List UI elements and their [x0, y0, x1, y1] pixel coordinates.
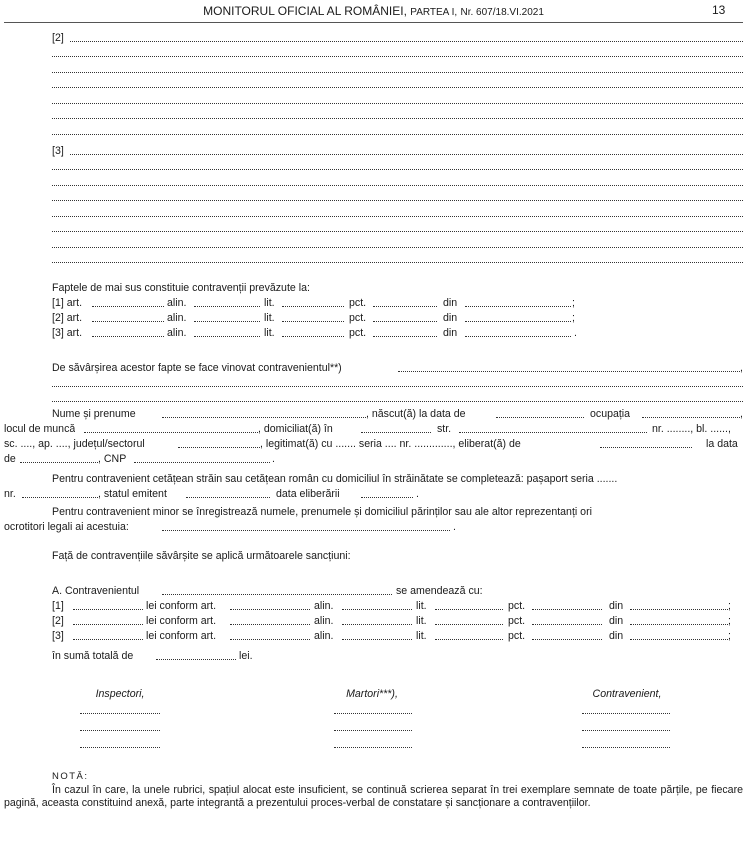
cnp-field[interactable]	[134, 462, 270, 463]
din-label: din	[443, 312, 458, 324]
din-field[interactable]	[630, 624, 728, 625]
county-field[interactable]	[178, 447, 260, 448]
din-label: din	[609, 630, 624, 642]
lit-field[interactable]	[282, 321, 344, 322]
row-end: ;	[572, 297, 575, 309]
date-label: la data	[706, 438, 738, 450]
din-field[interactable]	[465, 306, 571, 307]
article-field[interactable]	[92, 321, 164, 322]
fill-line[interactable]	[52, 56, 743, 57]
block-3-label: [3]	[52, 145, 64, 157]
fill-line[interactable]	[52, 386, 743, 387]
din-field[interactable]	[465, 321, 571, 322]
fill-line[interactable]	[70, 41, 743, 42]
minor-text: Pentru contravenient minor se înregistrează numele, prenumele și domiciliul părinților sau ale altor reprezentanți ori	[52, 506, 592, 518]
article-field[interactable]	[92, 306, 164, 307]
total-label: în sumă totală de	[52, 650, 134, 662]
alin-field[interactable]	[342, 639, 412, 640]
alin-field[interactable]	[342, 624, 412, 625]
lit-label: lit.	[416, 615, 427, 627]
domicile-field[interactable]	[361, 432, 431, 433]
fine-offender-field[interactable]	[162, 594, 392, 595]
pct-label: pct.	[349, 327, 367, 339]
passport-nr-label: nr.	[4, 488, 16, 500]
article-field[interactable]	[92, 336, 164, 337]
workplace-label: locul de muncă	[4, 423, 76, 435]
domicile-label: , domiciliat(ă) în	[258, 423, 333, 435]
number-block-label: nr. ........, bl. ......,	[652, 423, 731, 435]
pct-field[interactable]	[373, 336, 437, 337]
din-label: din	[609, 600, 624, 612]
alin-label: alin.	[167, 312, 187, 324]
lit-label: lit.	[264, 327, 275, 339]
occupation-field[interactable]	[642, 417, 740, 418]
inspector-signature-line[interactable]	[80, 747, 160, 748]
lit-label: lit.	[416, 630, 427, 642]
issue-date-label: data eliberării	[276, 488, 340, 500]
alin-field[interactable]	[194, 306, 260, 307]
pct-field[interactable]	[373, 321, 437, 322]
fill-line[interactable]	[52, 200, 743, 201]
fill-line[interactable]	[70, 154, 743, 155]
fill-line[interactable]	[52, 262, 743, 263]
facts-intro: Faptele de mai sus constituie contravenții prevăzute la:	[52, 282, 310, 294]
row-end: .	[574, 327, 577, 339]
street-label: str.	[437, 423, 452, 435]
id-doc-label: , legitimat(ă) cu ....... seria .... nr. ............., eliberat(ă) de	[260, 438, 521, 450]
name-label: Nume și prenume	[52, 408, 136, 420]
page-number: 13	[712, 3, 726, 17]
facts-row-1-label: [1] art.	[52, 297, 83, 309]
pct-field[interactable]	[532, 609, 602, 610]
fill-line[interactable]	[52, 216, 743, 217]
amount-field[interactable]	[73, 624, 143, 625]
pct-label: pct.	[508, 600, 526, 612]
block-2-label: [2]	[52, 32, 64, 44]
fill-line[interactable]	[52, 134, 743, 135]
workplace-field[interactable]	[84, 432, 258, 433]
guardians-field[interactable]	[162, 530, 450, 531]
fill-line[interactable]	[52, 231, 743, 232]
issuer-field[interactable]	[600, 447, 692, 448]
lit-field[interactable]	[435, 639, 503, 640]
issuing-state-field[interactable]	[186, 497, 270, 498]
birthdate-field[interactable]	[496, 417, 584, 418]
date-prefix: de	[4, 453, 16, 465]
pct-field[interactable]	[532, 639, 602, 640]
fill-line[interactable]	[52, 72, 743, 73]
guilty-label: De săvârșirea acestor fapte se face vinovat contravenientul**)	[52, 362, 342, 374]
sanctions-intro: Față de contravențiile săvârșite se aplică următoarele sancțiuni:	[52, 550, 351, 562]
issuing-state-label: , statul emitent	[98, 488, 167, 500]
witness-signature-line[interactable]	[334, 747, 412, 748]
passport-nr-field[interactable]	[22, 497, 98, 498]
amount-field[interactable]	[73, 639, 143, 640]
pct-field[interactable]	[373, 306, 437, 307]
alin-label: alin.	[314, 615, 334, 627]
din-label: din	[443, 297, 458, 309]
alin-label: alin.	[314, 630, 334, 642]
pct-label: pct.	[349, 312, 367, 324]
journal-issue: Nr. 607/18.VI.2021	[460, 7, 544, 18]
offender-signature-line[interactable]	[582, 747, 670, 748]
fine-row-2-label: [2]	[52, 615, 64, 627]
birthdate-label: , născut(ă) la data de	[366, 408, 466, 420]
facts-row-2-label: [2] art.	[52, 312, 83, 324]
alin-label: alin.	[167, 297, 187, 309]
page-header	[0, 4, 747, 20]
journal-part: PARTEA I,	[410, 7, 458, 18]
lit-label: lit.	[264, 312, 275, 324]
article-field[interactable]	[230, 624, 310, 625]
lei-total-label: lei.	[239, 650, 253, 662]
offender-signature-line[interactable]	[582, 713, 670, 714]
street-field[interactable]	[459, 432, 647, 433]
lit-label: lit.	[416, 600, 427, 612]
fine-row-3-label: [3]	[52, 630, 64, 642]
document-page: MONITORUL OFICIAL AL ROMÂNIEI, PARTEA I, Nr. 607/18.VI.2021 13 [2] [3] Faptele de mai sus constituie contravenții prevăzute la: [1] art. alin. lit. pct. din ; [2] art. alin. lit. pct. din ; [3] art. alin. lit. pct. din . De săvârșirea acestor fapte se face vinovat contravenientul**) , Nume și prenume , născut(ă) la data de ocupația , locul de muncă , domiciliat(ă) în str. nr. ........, bl. ......, sc. ...., ap. ...., județul/sectorul , legitimat(ă) cu ....... seria .... nr. ............., eliberat(ă) de la data de , CNP . Pentru contravenient cetățean străin sau cetățean român cu domiciliul în străinătate se completează: pașaport seria ....... nr. , statul emitent data eliberării . Pentru contravenient minor se înregistrează numele, prenumele și domiciliul părinților sau ale altor reprezentanți ori ocrotitori legali ai acestuia: . Față de contravențiile săvârșite se aplică următoarele sancțiuni: A. Contravenientul se amendează cu: [1] lei conform art. alin. lit. pct. din ; [2] lei conform art. alin. lit. pct. din ; [3] lei conform art. alin. lit. pct. din ; în sumă totală de lei. Inspectori, Martori***), Contravenient, NOTĂ: În cazul în care, la unele rubrici, spațiul alocat este insuficient, se continuă scrierea separat în trei exemplare semnate de toate părțile, pe fiecare pagină, aceasta constituind anexă, parte integrantă a prezentului proces-verbal de constatare și sancționare a contravențiilor.	[0, 0, 747, 844]
journal-title	[0, 5, 747, 19]
article-field[interactable]	[230, 639, 310, 640]
offender-label: Contravenient,	[592, 688, 662, 700]
fine-label: se amendează cu:	[396, 585, 483, 597]
pct-label: pct.	[508, 630, 526, 642]
article-field[interactable]	[230, 609, 310, 610]
name-field[interactable]	[162, 417, 366, 418]
lit-field[interactable]	[282, 336, 344, 337]
comma: ,	[740, 362, 743, 374]
note-title: NOTĂ:	[52, 771, 89, 782]
journal-name: MONITORUL OFICIAL AL ROMÂNIEI,	[203, 4, 407, 18]
witnesses-label: Martori***),	[346, 688, 398, 700]
foreign-date-field[interactable]	[361, 497, 413, 498]
lit-field[interactable]	[282, 306, 344, 307]
witness-signature-line[interactable]	[334, 730, 412, 731]
witness-signature-line[interactable]	[334, 713, 412, 714]
pct-label: pct.	[349, 297, 367, 309]
fill-line[interactable]	[52, 87, 743, 88]
fill-line[interactable]	[52, 247, 743, 248]
offender-signature-line[interactable]	[582, 730, 670, 731]
lit-field[interactable]	[435, 609, 503, 610]
lei-label: lei conform art.	[146, 630, 217, 642]
inspector-signature-line[interactable]	[80, 730, 160, 731]
din-field[interactable]	[465, 336, 571, 337]
header-rule	[4, 22, 743, 23]
fill-line[interactable]	[52, 185, 743, 186]
lit-field[interactable]	[435, 624, 503, 625]
din-label: din	[609, 615, 624, 627]
cnp-label: , CNP	[98, 453, 127, 465]
din-label: din	[443, 327, 458, 339]
din-field[interactable]	[630, 609, 728, 610]
alin-label: alin.	[314, 600, 334, 612]
fine-offender-label: A. Contravenientul	[52, 585, 140, 597]
alin-label: alin.	[167, 327, 187, 339]
amount-field[interactable]	[73, 609, 143, 610]
alin-field[interactable]	[194, 336, 260, 337]
fill-line[interactable]	[52, 401, 743, 402]
minor-guardians-label: ocrotitori legali ai acestuia:	[4, 521, 129, 533]
fill-line[interactable]	[52, 103, 743, 104]
occupation-label: ocupația	[590, 408, 631, 420]
lit-label: lit.	[264, 297, 275, 309]
row-end: ;	[572, 312, 575, 324]
din-field[interactable]	[630, 639, 728, 640]
fine-row-1-label: [1]	[52, 600, 64, 612]
total-field[interactable]	[156, 659, 236, 660]
inspectors-label: Inspectori,	[95, 688, 145, 700]
fill-line[interactable]	[52, 169, 743, 170]
alin-field[interactable]	[342, 609, 412, 610]
pct-label: pct.	[508, 615, 526, 627]
lei-label: lei conform art.	[146, 600, 217, 612]
stair-apt-county-label: sc. ...., ap. ...., județul/sectorul	[4, 438, 145, 450]
offender-field[interactable]	[398, 371, 740, 372]
pct-field[interactable]	[532, 624, 602, 625]
facts-row-3-label: [3] art.	[52, 327, 83, 339]
foreign-text: Pentru contravenient cetățean străin sau cetățean român cu domiciliul în străinătate se completează: pașaport seria .......	[52, 473, 618, 485]
lei-label: lei conform art.	[146, 615, 217, 627]
inspector-signature-line[interactable]	[80, 713, 160, 714]
alin-field[interactable]	[194, 321, 260, 322]
fill-line[interactable]	[52, 118, 743, 119]
issue-date-field[interactable]	[20, 462, 98, 463]
note-text: În cazul în care, la unele rubrici, spațiul alocat este insuficient, se continuă scrierea separat în trei exemplare semnate de toate părțile, pe fiecare pagină, aceasta constituind anexă, parte integrantă a prezentului proces-verbal de constatare și sancționare a contravențiilor.	[4, 784, 743, 809]
